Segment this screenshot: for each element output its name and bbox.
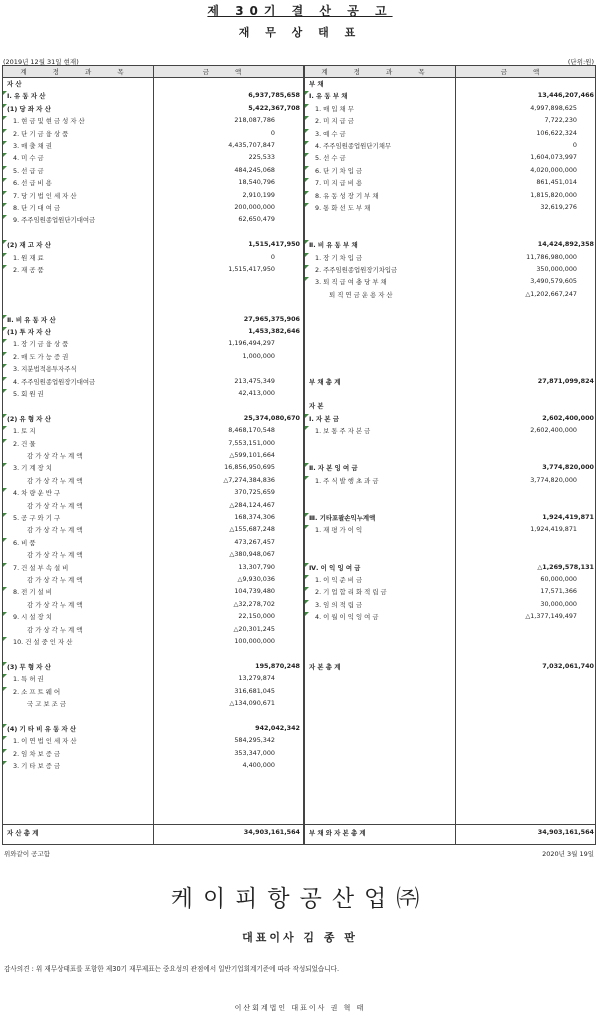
account-label: 8. 유 동 성 장 기 부 채	[315, 191, 379, 200]
account-row	[305, 401, 596, 413]
amount-detail: 484,245,068	[234, 165, 275, 174]
ceo-name: 대표이사 김 종 판	[242, 931, 358, 944]
amount-subtotal: 1,453,382,646	[248, 327, 300, 335]
account-label: 9. 통 화 선 도 부 채	[315, 204, 371, 212]
account-row	[3, 736, 303, 748]
account-label: (1) 투 자 자 산	[7, 328, 51, 336]
account-row	[3, 687, 303, 699]
blank-row	[305, 798, 596, 810]
blank-row	[3, 302, 303, 314]
account-row	[3, 575, 303, 587]
account-label: 3. 지분법적용투자주식	[13, 365, 77, 374]
account-row	[305, 463, 596, 475]
account-row	[3, 327, 303, 339]
amount-detail: 353,347,000	[234, 748, 275, 757]
amount-detail: 225,533	[248, 153, 275, 162]
account-row	[305, 290, 596, 302]
account-row	[305, 476, 596, 488]
account-row	[3, 637, 303, 649]
account-label: 1. 재 평 가 이 익	[315, 526, 363, 535]
total-row	[3, 828, 303, 840]
account-label: Ⅰ. 자 본 금	[309, 414, 339, 423]
account-row	[305, 612, 596, 624]
blank-row	[305, 649, 596, 661]
account-label: Ⅱ. 비 유 동 부 채	[309, 241, 358, 250]
amount-detail: 3,490,579,605	[530, 277, 577, 286]
account-label: 9. 주주임원종업원단기대여금	[13, 216, 96, 225]
account-row	[3, 352, 303, 364]
account-row	[3, 538, 303, 550]
amount-detail: 200,000,000	[234, 203, 275, 211]
amount-detail: △32,278,702	[233, 599, 275, 608]
account-label: 자 본	[309, 402, 324, 411]
blank-row	[305, 538, 596, 550]
account-row	[305, 277, 596, 289]
account-label: (4) 기 타 비 유 동 자 산	[7, 724, 77, 733]
account-label: 1. 특 허 권	[13, 675, 44, 684]
amount-detail: 473,267,457	[234, 537, 275, 546]
amount-subtotal: 1,515,417,950	[248, 240, 300, 249]
blank-row	[305, 302, 596, 314]
account-label: 2. 재 공 품	[13, 266, 44, 274]
account-label: 2. 단 기 금 융 상 품	[13, 129, 69, 138]
blank-row	[305, 749, 596, 761]
amount-detail: △20,301,245	[233, 624, 275, 633]
notice-date: 2020년 3월 19일	[542, 850, 594, 858]
account-label: 부 채 와 자 본 총 계	[309, 829, 366, 837]
amount-subtotal: 195,870,248	[255, 661, 300, 670]
amount-detail: △1,202,667,247	[525, 289, 577, 298]
account-label: (2) 유 형 자 산	[7, 414, 51, 423]
account-row	[305, 166, 596, 178]
account-row	[305, 141, 596, 153]
account-label: 부 채	[309, 80, 324, 88]
amount-detail: 104,739,480	[234, 587, 275, 596]
account-row	[3, 191, 303, 203]
cell-marker-icon	[3, 364, 7, 368]
account-label: 퇴 직 연 금 운 용 자 산	[329, 290, 393, 299]
amount-detail: 17,571,366	[540, 587, 577, 596]
account-row	[3, 587, 303, 599]
blank-row	[305, 364, 596, 376]
account-label: 감 가 상 각 누 계 액	[27, 625, 83, 634]
account-row	[3, 315, 303, 327]
account-label: 6. 선 급 비 용	[13, 179, 52, 188]
amount-detail: 106,622,324	[536, 128, 577, 137]
account-label: Ⅲ. 기타포괄손익누계액	[309, 514, 376, 522]
account-label: 7. 당 기 법 인 세 자 산	[13, 191, 77, 200]
amount-detail: 1,924,419,871	[530, 525, 577, 534]
notice-footnote: 위와같이 공고함	[4, 850, 51, 858]
account-label: Ⅱ. 자 본 잉 여 금	[309, 464, 358, 473]
account-label: 4. 이 월 이 익 잉 여 금	[315, 613, 379, 622]
account-row	[3, 662, 303, 674]
blank-row	[3, 401, 303, 413]
statement-title: 재 무 상 태 표	[238, 26, 362, 39]
account-label: 1. 원 재 료	[13, 253, 44, 262]
account-row	[3, 153, 303, 165]
account-row	[3, 439, 303, 451]
account-row	[3, 463, 303, 475]
account-row	[305, 575, 596, 587]
blank-row	[305, 327, 596, 339]
account-label: 1. 주 식 발 행 초 과 금	[315, 476, 379, 485]
total-row	[305, 377, 596, 389]
amount-detail: 168,374,306	[234, 513, 275, 521]
amount-detail: 18,540,796	[238, 178, 275, 187]
amount-subtotal: 5,422,367,708	[248, 103, 300, 112]
amount-detail: 1,000,000	[242, 351, 275, 360]
blank-row	[3, 228, 303, 240]
blank-row	[305, 674, 596, 686]
account-label: Ⅰ. 유 동 자 산	[7, 92, 46, 101]
amount-detail: △9,930,036	[237, 575, 275, 583]
account-row	[305, 153, 596, 165]
amount-detail: 22,150,000	[238, 612, 275, 621]
unit-label: (단위:원)	[567, 58, 594, 66]
amount-detail: 350,000,000	[536, 265, 577, 273]
blank-row	[305, 786, 596, 798]
account-row	[3, 166, 303, 178]
account-label: 9. 시 설 장 치	[13, 613, 52, 622]
amount-detail: 32,619,276	[540, 203, 577, 211]
account-row	[3, 79, 303, 91]
blank-row	[3, 290, 303, 302]
amount-detail: 60,000,000	[540, 575, 577, 583]
account-row	[305, 116, 596, 128]
account-label: 3. 예 수 금	[315, 129, 346, 138]
company-name: 케이피항공산업㈜	[170, 886, 430, 912]
amount-subtotal: 2,602,400,000	[542, 413, 594, 422]
account-row	[3, 414, 303, 426]
blank-row	[305, 389, 596, 401]
account-label: 감 가 상 각 누 계 액	[27, 600, 83, 609]
account-row	[3, 699, 303, 711]
amount-detail: 4,020,000,000	[530, 165, 577, 174]
blank-row	[305, 699, 596, 711]
blank-row	[305, 687, 596, 699]
account-label: 1. 토 지	[13, 427, 36, 436]
account-row	[3, 550, 303, 562]
account-label: 6. 비 품	[13, 538, 36, 547]
blank-row	[3, 277, 303, 289]
amount-detail: 7,553,151,000	[228, 438, 275, 447]
account-row	[305, 600, 596, 612]
account-label: 감 가 상 각 누 계 액	[27, 576, 83, 584]
account-label: (2) 재 고 자 산	[7, 241, 51, 250]
account-row	[305, 525, 596, 537]
amount-detail: 213,475,349	[234, 376, 275, 385]
account-label: 4. 주주임원종업원단기채무	[315, 142, 392, 150]
account-label: 감 가 상 각 누 계 액	[27, 526, 83, 535]
account-row	[3, 203, 303, 215]
amount-detail: 4,435,707,847	[228, 141, 275, 149]
account-label: 3. 기 타 보 증 금	[13, 762, 61, 770]
account-row	[3, 625, 303, 637]
amount-subtotal: 14,424,892,358	[537, 240, 594, 249]
account-label: 부 채 총 계	[309, 377, 341, 386]
account-label: Ⅱ. 비 유 동 자 산	[7, 315, 56, 324]
account-row	[305, 129, 596, 141]
blank-row	[3, 711, 303, 723]
blank-row	[305, 637, 596, 649]
account-label: 1. 보 통 주 자 본 금	[315, 427, 371, 436]
account-label: 5. 선 급 금	[13, 166, 44, 175]
account-row	[3, 724, 303, 736]
amount-detail: 218,087,786	[234, 116, 275, 125]
account-row	[305, 79, 596, 91]
amount-detail: 30,000,000	[540, 599, 577, 608]
account-label: 감 가 상 각 누 계 액	[27, 476, 83, 485]
blank-row	[305, 550, 596, 562]
blank-row	[305, 736, 596, 748]
account-label: 5. 회 원 권	[13, 390, 44, 398]
blank-row	[305, 724, 596, 736]
audit-opinion: 감사의견 : 위 재무상태표를 포함한 제30기 재무제표는 중요성의 관점에서 일반기업회계기준에 따라 작성되었습니다.	[4, 965, 340, 973]
account-row	[3, 265, 303, 277]
blank-row	[305, 625, 596, 637]
account-row	[305, 240, 596, 252]
account-label: 4. 미 수 금	[13, 154, 44, 163]
amount-detail: △284,124,467	[229, 500, 275, 509]
account-label: 1. 이 연 법 인 세 자 산	[13, 737, 77, 746]
amount-detail: 1,515,417,950	[228, 265, 275, 273]
blank-row	[305, 451, 596, 463]
blank-row	[305, 773, 596, 785]
account-label: 3. 임 의 적 립 금	[315, 600, 363, 609]
amount-detail: 16,856,950,695	[224, 463, 275, 472]
account-label: 감 가 상 각 누 계 액	[27, 452, 83, 460]
amount-detail: 370,725,659	[234, 488, 275, 497]
account-row	[3, 339, 303, 351]
amount-detail: 316,681,045	[234, 686, 275, 695]
amount-detail: 8,468,170,548	[228, 426, 275, 435]
account-row	[305, 563, 596, 575]
account-label: 자 본 총 계	[309, 662, 341, 671]
amount-subtotal: △1,269,578,131	[537, 562, 594, 571]
amount-detail: 11,786,980,000	[526, 252, 577, 261]
amount-detail: △134,090,671	[229, 699, 275, 707]
amount-detail: 13,307,790	[238, 562, 275, 571]
amount-subtotal: 3,774,820,000	[542, 463, 594, 472]
account-row	[3, 141, 303, 153]
account-row	[305, 178, 596, 190]
account-label: 자 산 총 계	[7, 829, 39, 837]
account-label: 감 가 상 각 누 계 액	[27, 551, 83, 560]
account-label: 4. 주주임원종업원장기대여금	[13, 377, 96, 386]
account-label: 자 산	[7, 80, 22, 88]
amount-detail: △7,274,384,836	[223, 475, 275, 484]
amount-detail: 1,604,073,997	[530, 153, 577, 162]
account-row	[3, 389, 303, 401]
account-row	[3, 426, 303, 438]
account-label: 3. 매 출 채 권	[13, 142, 52, 150]
account-label: 5. 선 수 금	[315, 154, 346, 163]
account-label: 1. 이 익 준 비 금	[315, 576, 363, 584]
account-row	[3, 563, 303, 575]
account-label: 2. 임 차 보 증 금	[13, 749, 61, 758]
amount-subtotal: 34,903,161,564	[243, 828, 300, 836]
account-row	[3, 116, 303, 128]
account-label: 6. 단 기 차 입 금	[315, 166, 363, 175]
column-header-amount-right: 금 액	[500, 68, 552, 76]
account-row	[3, 377, 303, 389]
total-row	[305, 662, 596, 674]
account-row	[305, 104, 596, 116]
blank-row	[305, 228, 596, 240]
notice-title: 제 30기 결 산 공 고	[207, 4, 393, 18]
blank-row	[305, 488, 596, 500]
account-row	[3, 749, 303, 761]
blank-row	[305, 215, 596, 227]
account-row	[3, 253, 303, 265]
account-row	[305, 414, 596, 426]
account-label: 감 가 상 각 누 계 액	[27, 501, 83, 510]
amount-detail: 2,910,199	[242, 190, 275, 199]
account-row	[305, 253, 596, 265]
amount-subtotal: 34,903,161,564	[537, 828, 594, 836]
account-row	[3, 612, 303, 624]
amount-detail: 584,295,342	[234, 736, 275, 745]
blank-row	[3, 649, 303, 661]
account-label: 10. 건 설 중 인 자 산	[13, 638, 73, 646]
amount-detail: 3,774,820,000	[530, 475, 577, 484]
account-row	[305, 265, 596, 277]
amount-subtotal: 25,374,080,670	[243, 413, 300, 422]
amount-subtotal: 7,032,061,740	[542, 661, 594, 670]
account-row	[305, 91, 596, 103]
account-label: 국 고 보 조 금	[27, 700, 66, 708]
account-row	[3, 364, 303, 376]
balance-sheet-table	[2, 65, 596, 845]
account-row	[3, 600, 303, 612]
amount-detail: 1,196,494,297	[228, 339, 275, 348]
blank-row	[305, 501, 596, 513]
account-label: 1. 매 입 채 무	[315, 104, 354, 113]
account-label: 7. 건 설 부 속 설 비	[13, 563, 69, 572]
blank-row	[3, 773, 303, 785]
blank-row	[305, 339, 596, 351]
account-label: 7. 미 지 급 비 용	[315, 179, 363, 188]
account-label: 1. 장 기 금 융 상 품	[13, 340, 69, 349]
account-row	[305, 513, 596, 525]
blank-row	[305, 761, 596, 773]
as-of-date: (2019년 12월 31일 현재)	[3, 58, 79, 66]
amount-subtotal: 27,965,375,906	[243, 314, 300, 323]
total-row	[305, 828, 596, 840]
account-label: 3. 기 계 장 치	[13, 464, 52, 473]
account-row	[3, 501, 303, 513]
amount-detail: 42,413,000	[238, 389, 275, 397]
account-row	[3, 674, 303, 686]
account-label: (3) 무 형 자 산	[7, 662, 51, 671]
blank-row	[305, 439, 596, 451]
amount-subtotal: 13,446,207,466	[537, 91, 594, 100]
amount-detail: 7,722,230	[544, 116, 577, 125]
account-label: 1. 장 기 차 입 금	[315, 253, 363, 262]
amount-detail: △155,687,248	[229, 525, 275, 534]
account-label: 8. 전 기 설 비	[13, 588, 52, 597]
amount-subtotal: 942,042,342	[255, 723, 300, 732]
account-row	[3, 215, 303, 227]
amount-subtotal: 6,937,785,658	[248, 91, 300, 100]
amount-detail: 4,400,000	[242, 761, 275, 769]
auditor-name: 이산회계법인 대표이사 권 혁 태	[234, 1004, 366, 1012]
account-label: 2. 기 업 합 리 화 적 립 금	[315, 588, 387, 597]
account-row	[3, 240, 303, 252]
account-label: Ⅰ. 유 동 부 채	[309, 92, 348, 101]
account-row	[3, 451, 303, 463]
account-row	[3, 513, 303, 525]
account-label: 5. 공 구 와 기 구	[13, 514, 61, 522]
account-row	[3, 91, 303, 103]
account-label: 2. 매 도 가 능 증 권	[13, 352, 69, 361]
amount-detail: △380,948,067	[229, 550, 275, 559]
account-label: 8. 단 기 대 여 금	[13, 204, 61, 212]
blank-row	[3, 786, 303, 798]
amount-detail: 100,000,000	[234, 637, 275, 645]
blank-row	[305, 315, 596, 327]
account-label: 3. 퇴 직 급 여 충 당 부 채	[315, 278, 387, 287]
amount-detail: 0	[270, 128, 275, 137]
account-row	[305, 203, 596, 215]
amount-detail: 62,650,479	[238, 215, 275, 224]
amount-detail: 4,997,898,625	[530, 103, 577, 112]
column-header-account-right: 계 정 과 목	[321, 68, 437, 76]
amount-subtotal: 27,871,099,824	[537, 376, 594, 385]
account-row	[3, 129, 303, 141]
amount-detail: 2,602,400,000	[530, 426, 577, 435]
account-row	[3, 525, 303, 537]
account-row	[305, 191, 596, 203]
blank-row	[305, 352, 596, 364]
account-row	[305, 426, 596, 438]
account-label: 4. 차 량 운 반 구	[13, 489, 61, 498]
account-row	[3, 761, 303, 773]
amount-detail: 0	[270, 252, 275, 261]
account-label: (1) 당 좌 자 산	[7, 104, 51, 113]
blank-row	[305, 711, 596, 723]
amount-detail: 13,279,874	[238, 674, 275, 683]
amount-detail: △1,377,149,497	[525, 612, 577, 621]
account-row	[3, 476, 303, 488]
amount-detail: 1,815,820,000	[530, 190, 577, 199]
account-label: 2. 건 물	[13, 439, 36, 448]
amount-detail: △599,101,664	[229, 451, 275, 459]
column-header-amount-left: 금 액	[202, 68, 254, 76]
account-row	[3, 488, 303, 500]
column-header-account-left: 계 정 과 목	[20, 68, 136, 76]
amount-detail: 861,451,014	[536, 178, 577, 187]
account-label: 2. 소 프 트 웨 어	[13, 687, 61, 696]
account-row	[3, 104, 303, 116]
amount-detail: 0	[572, 141, 577, 149]
account-label: 2. 미 지 급 금	[315, 117, 354, 126]
account-label: Ⅳ. 이 익 잉 여 금	[309, 563, 361, 572]
table-header	[3, 66, 595, 78]
amount-subtotal: 1,924,419,871	[542, 513, 594, 521]
account-row	[305, 587, 596, 599]
account-row	[3, 178, 303, 190]
account-label: 2. 주주임원종업원장기차입금	[315, 266, 398, 274]
account-label: 1. 현 금 및 현 금 성 자 산	[13, 117, 85, 126]
